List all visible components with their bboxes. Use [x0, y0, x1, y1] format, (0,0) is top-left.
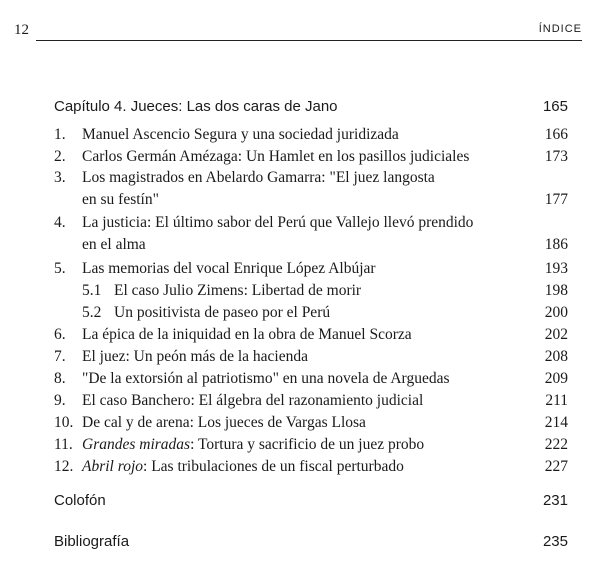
entry-number: 6. — [54, 326, 66, 343]
entry-title: Los magistrados en Abelardo Gamarra: "El juez langosta — [82, 169, 435, 186]
header-rule — [36, 40, 582, 41]
entry-page: 222 — [544, 436, 568, 453]
entry-title: El caso Banchero: El álgebra del razonamiento judicial — [82, 392, 424, 409]
colofon-page: 231 — [542, 492, 568, 509]
entry-title: Un positivista de paseo por el Perú — [114, 304, 331, 321]
entry-number: 7. — [54, 348, 66, 365]
entry-page: 198 — [544, 282, 568, 299]
colofon-title: Colofón — [54, 492, 106, 509]
entry-title-continuation: en el alma — [82, 236, 146, 253]
entry-page: 186 — [544, 236, 568, 253]
entry-number: 5. — [54, 260, 66, 277]
entry-page: 214 — [544, 414, 568, 431]
bibliografia-page: 235 — [542, 533, 568, 550]
entry-number: 8. — [54, 370, 66, 387]
entry-page: 177 — [544, 191, 568, 208]
entry-title — [82, 434, 424, 456]
entry-page: 173 — [544, 148, 568, 165]
entry-title — [82, 456, 404, 478]
entry-title: Las memorias del vocal Enrique López Albújar — [82, 260, 376, 277]
entry-page: 166 — [544, 126, 568, 143]
entry-number: 12. — [54, 458, 74, 475]
page-number: 12 — [14, 22, 29, 38]
bibliografia-title: Bibliografía — [54, 533, 130, 550]
entry-page: 202 — [544, 326, 568, 343]
entry-page: 209 — [544, 370, 568, 387]
entry-number: 1. — [54, 126, 66, 143]
entry-number: 11. — [54, 436, 73, 453]
running-head: ÍNDICE — [538, 23, 582, 35]
entry-page: 200 — [544, 304, 568, 321]
entry-title: Carlos Germán Amézaga: Un Hamlet en los pasillos judiciales — [82, 148, 470, 165]
page-header — [0, 0, 600, 44]
entry-title-italic: Abril rojo — [82, 458, 144, 475]
entry-title-continuation: en su festín" — [82, 191, 159, 208]
entry-number: 4. — [54, 214, 66, 231]
entry-title-rest: : Tortura y sacrificio de un juez probo — [190, 436, 425, 453]
entry-page: 227 — [544, 458, 568, 475]
entry-title: "De la extorsión al patriotismo" en una novela de Arguedas — [82, 370, 450, 387]
entry-title: La justicia: El último sabor del Perú que Vallejo llevó prendido — [82, 214, 474, 231]
entry-title: El caso Julio Zimens: Libertad de morir — [114, 282, 362, 299]
chapter-page: 165 — [542, 98, 568, 115]
entry-number: 5.2 — [82, 304, 102, 321]
entry-number: 9. — [54, 392, 66, 409]
entry-page: 211 — [545, 392, 568, 409]
entry-number: 10. — [54, 414, 74, 431]
entry-title: El juez: Un peón más de la hacienda — [82, 348, 308, 365]
entry-title: Manuel Ascencio Segura y una sociedad juridizada — [82, 126, 399, 143]
entry-number: 3. — [54, 169, 66, 186]
entry-number: 2. — [54, 148, 66, 165]
entry-number: 5.1 — [82, 282, 102, 299]
entry-page: 193 — [544, 260, 568, 277]
chapter-title: Capítulo 4. Jueces: Las dos caras de Jano — [54, 98, 338, 115]
entry-title: La épica de la iniquidad en la obra de Manuel Scorza — [82, 326, 412, 343]
entry-title: De cal y de arena: Los jueces de Vargas Llosa — [82, 414, 366, 431]
entry-page: 208 — [544, 348, 568, 365]
entry-title-rest: : Las tribulaciones de un fiscal perturbado — [143, 458, 404, 475]
entry-title-italic: Grandes miradas — [82, 436, 191, 453]
